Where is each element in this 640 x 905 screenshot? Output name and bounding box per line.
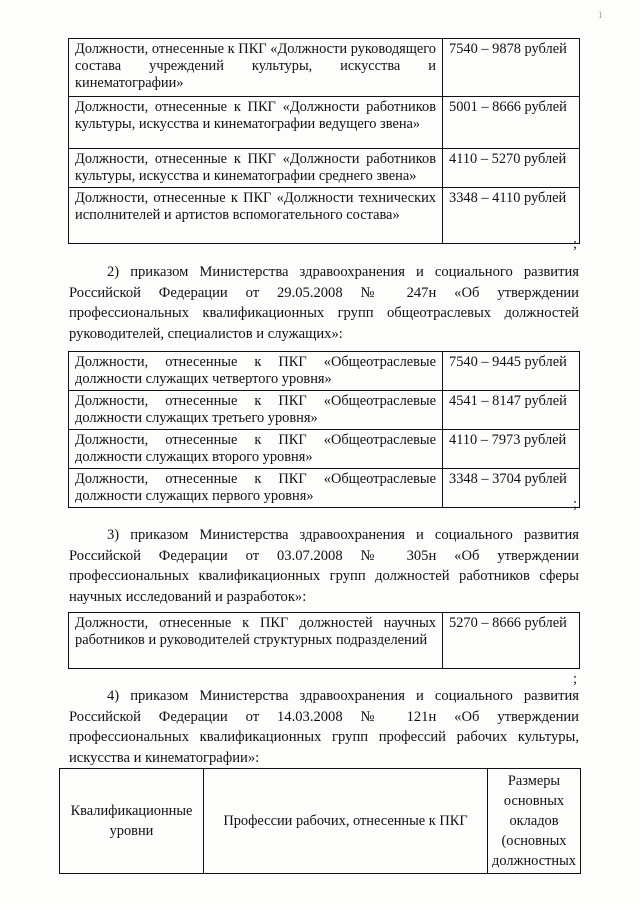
- position-name-cell: Должности, отнесенные к ПКГ должностей научных работников и руководителей структурных подразделений: [69, 613, 443, 669]
- salary-cell: 3348 – 4110 рублей: [443, 188, 580, 244]
- table-row: [69, 613, 580, 669]
- position-name-cell: Должности, отнесенные к ПКГ «Должности работников культуры, искусства и кинематографии ведущего звена»: [69, 97, 443, 149]
- table-row: [69, 97, 580, 149]
- paragraph-order-247n: 2) приказом Министерства здравоохранения и социального развития Российской Федерации от 29.05.2008 № 247н «Об утверждении профессиональных квалификационных групп общеотраслевых должностей руководителей, специалистов и служащих»:: [69, 264, 579, 342]
- header-worker-professions: Профессии рабочих, отнесенные к ПКГ: [204, 769, 488, 874]
- salary-cell: 7540 – 9878 рублей: [443, 39, 580, 97]
- table-row: [69, 469, 580, 508]
- salary-cell: 4110 – 7973 рублей: [443, 430, 580, 469]
- table-header-row: [60, 769, 581, 874]
- table-general-positions: [68, 351, 580, 508]
- salary-cell: 4541 – 8147 рублей: [443, 391, 580, 430]
- salary-cell: 5001 – 8666 рублей: [443, 97, 580, 149]
- paragraph-order-121n: 4) приказом Министерства здравоохранения и социального развития Российской Федерации от 14.03.2008 № 121н «Об утверждении профессиональных квалификационных групп профессий рабочих культуры, искусства и кинематографии»:: [69, 688, 579, 766]
- table-row: [69, 39, 580, 97]
- position-name-cell: Должности, отнесенные к ПКГ «Общеотраслевые должности служащих второго уровня»: [69, 430, 443, 469]
- table-end-semicolon: ;: [573, 236, 577, 252]
- header-qualification-levels: Квалификационные уровни: [60, 769, 204, 874]
- table-culture-positions: [68, 38, 580, 244]
- table-row: [69, 352, 580, 391]
- table-row: [69, 149, 580, 188]
- table-end-semicolon: ;: [573, 496, 577, 512]
- position-name-cell: Должности, отнесенные к ПКГ «Должности руководящего состава учреждений культуры, искусства и кинематографии»: [69, 39, 443, 97]
- position-name-cell: Должности, отнесенные к ПКГ «Должности работников культуры, искусства и кинематографии среднего звена»: [69, 149, 443, 188]
- header-salary-sizes: Размеры основных окладов (основных должностных: [488, 769, 581, 874]
- table-row: [69, 188, 580, 244]
- position-name-cell: Должности, отнесенные к ПКГ «Должности технических исполнителей и артистов вспомогательного состава»: [69, 188, 443, 244]
- paragraph-order-305n: 3) приказом Министерства здравоохранения и социального развития Российской Федерации от 03.07.2008 № 305н «Об утверждении профессиональных квалификационных групп должностей работников сферы научных исследований и разработок»:: [69, 527, 579, 605]
- salary-cell: 7540 – 9445 рублей: [443, 352, 580, 391]
- table-row: [69, 430, 580, 469]
- salary-cell: 4110 – 5270 рублей: [443, 149, 580, 188]
- corner-mark: 1: [598, 10, 603, 20]
- salary-cell: 3348 – 3704 рублей: [443, 469, 580, 508]
- table-worker-professions-header: [59, 768, 581, 874]
- table-row: [69, 391, 580, 430]
- table-end-semicolon: ;: [573, 671, 577, 687]
- position-name-cell: Должности, отнесенные к ПКГ «Общеотраслевые должности служащих четвертого уровня»: [69, 352, 443, 391]
- position-name-cell: Должности, отнесенные к ПКГ «Общеотраслевые должности служащих первого уровня»: [69, 469, 443, 508]
- table-research-positions: [68, 612, 580, 669]
- position-name-cell: Должности, отнесенные к ПКГ «Общеотраслевые должности служащих третьего уровня»: [69, 391, 443, 430]
- salary-cell: 5270 – 8666 рублей: [443, 613, 580, 669]
